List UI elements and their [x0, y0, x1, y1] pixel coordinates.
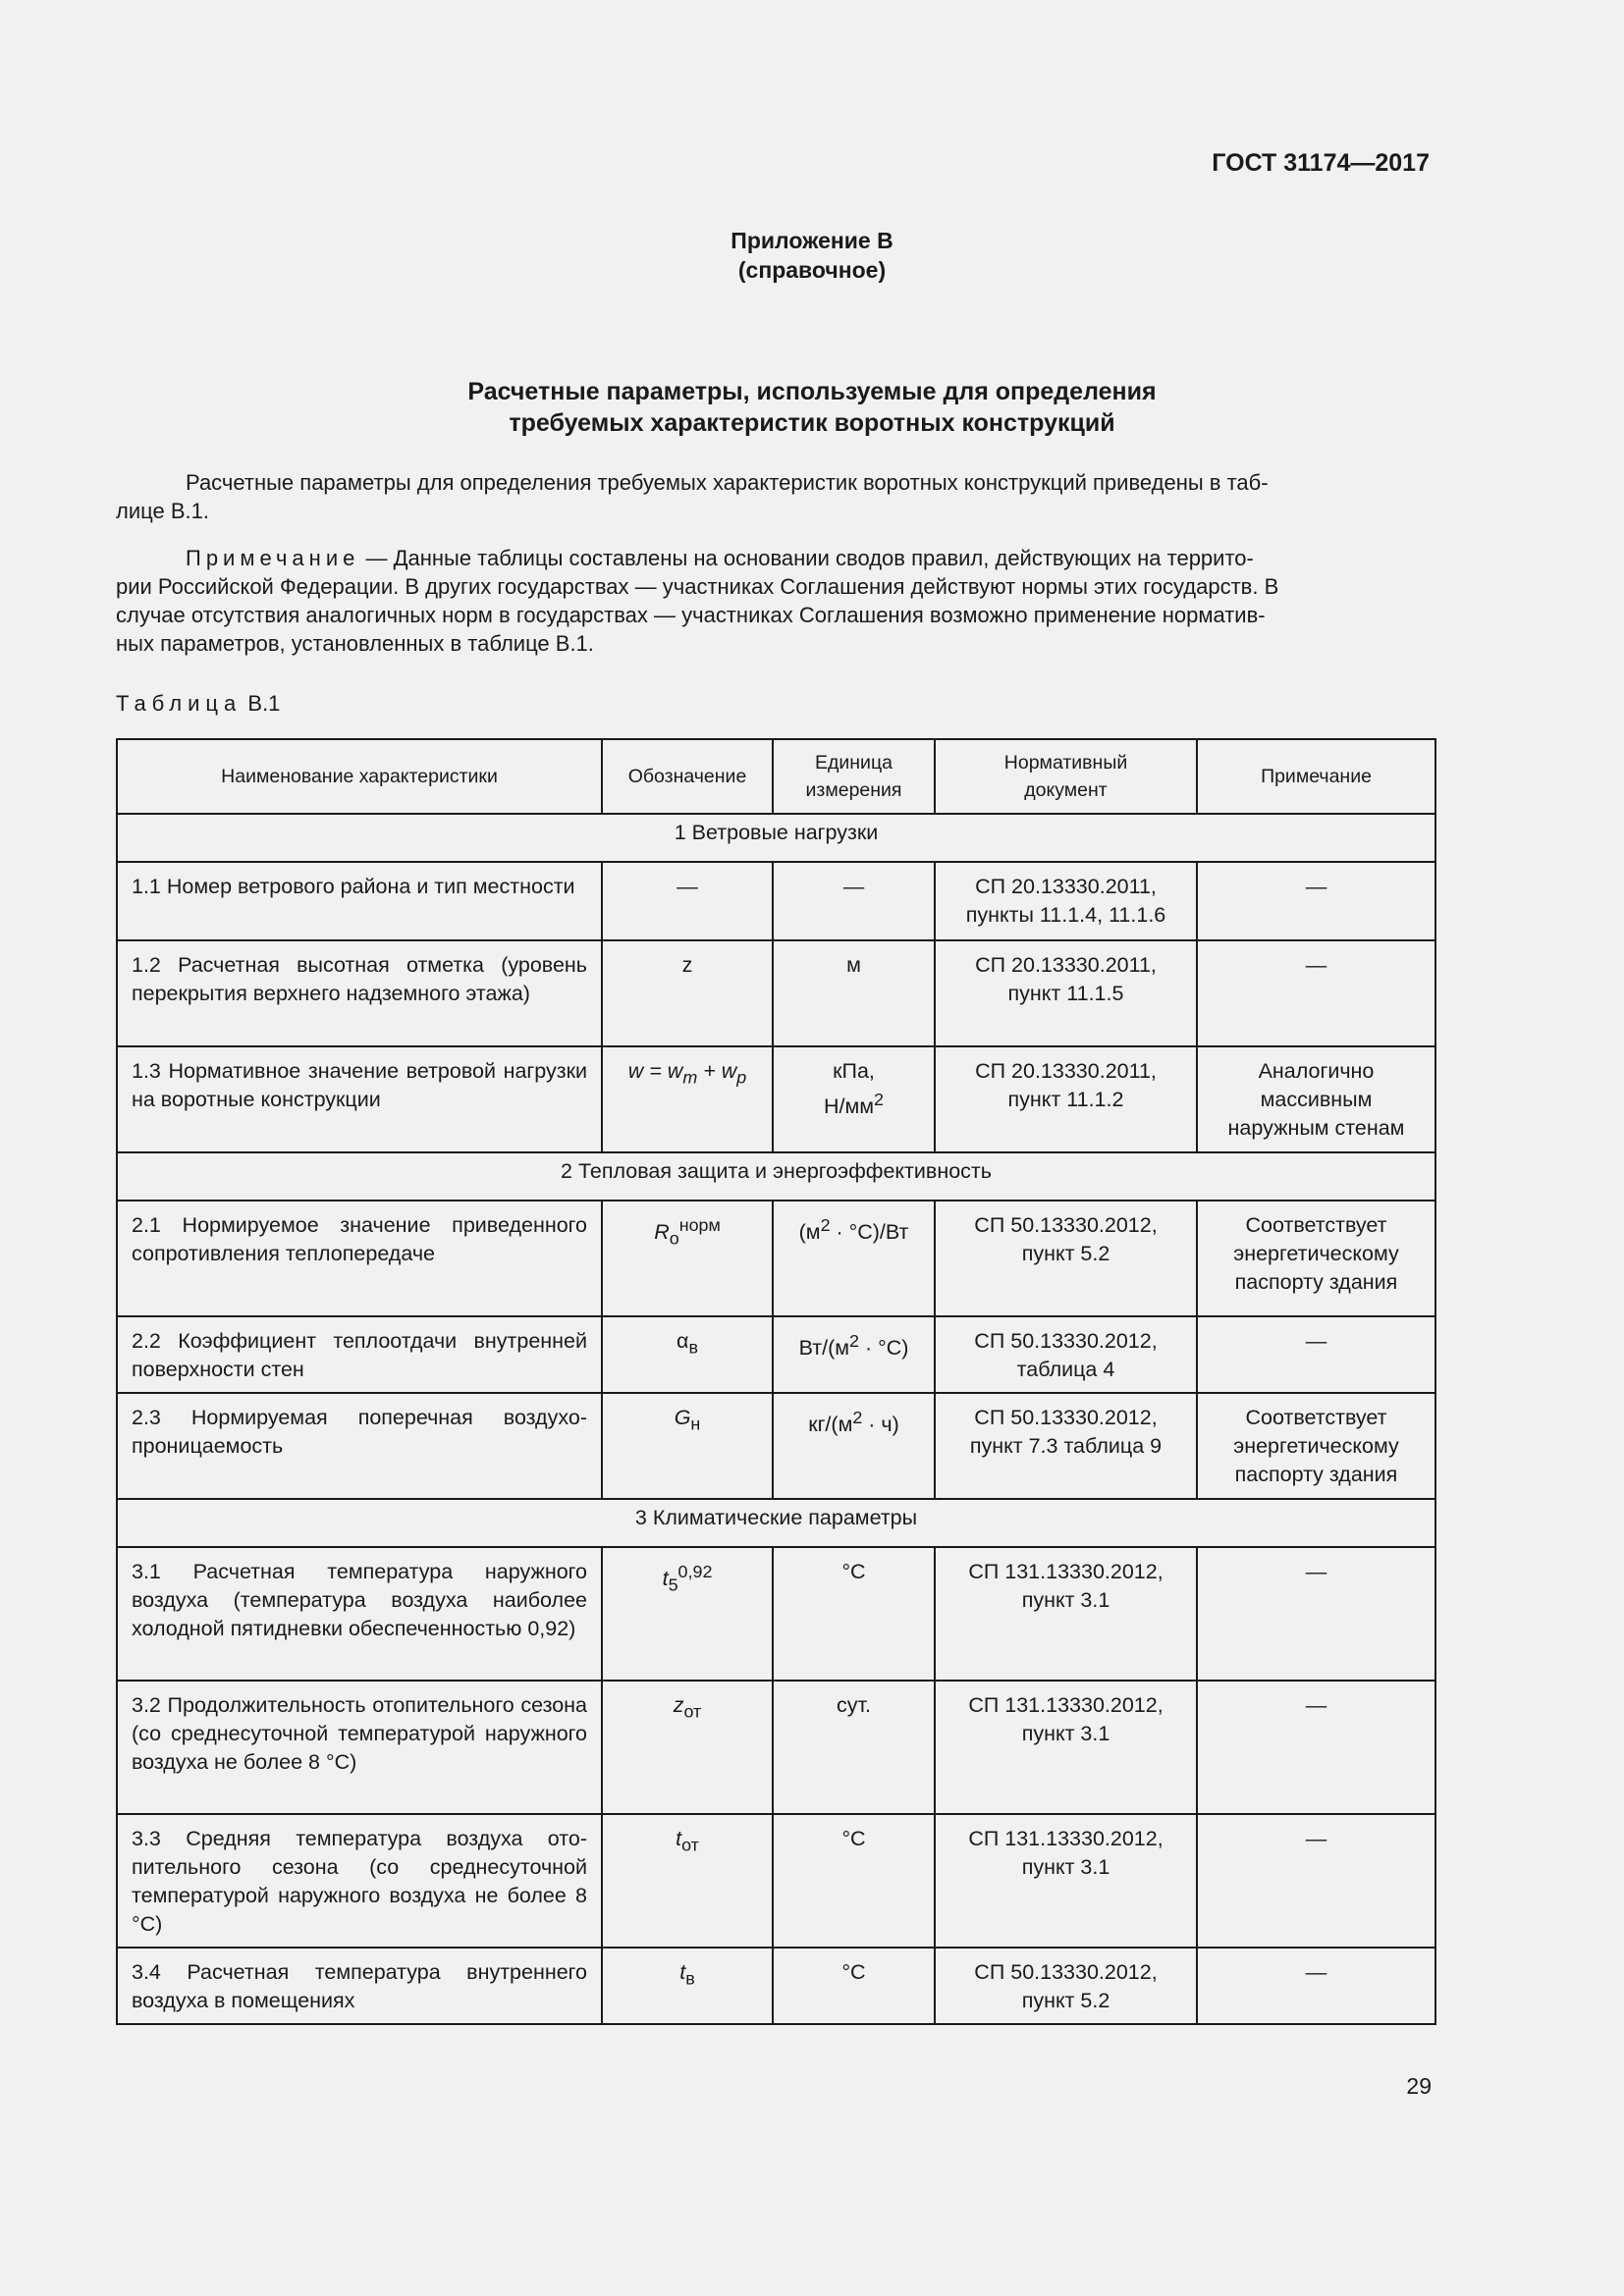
cell-symbol: [602, 1681, 773, 1814]
table-row: [117, 1681, 1435, 1814]
section-title-cell: 3 Климатические параметры: [117, 1499, 1435, 1547]
cell-unit: °С: [773, 1814, 935, 1948]
symbol-subscript: o: [669, 1228, 679, 1249]
cell-symbol: z: [602, 940, 773, 1046]
unit-part: · °С)/Вт: [830, 1220, 909, 1245]
cell-symbol: [602, 1948, 773, 2024]
doc-line: пункт 3.1: [1021, 1722, 1110, 1745]
symbol-part: w = w: [627, 1059, 683, 1083]
symbol-subscript: m: [682, 1067, 698, 1088]
cell-name: 3.4 Расчетная температура внутреннего воздуха в помещениях: [117, 1948, 602, 2024]
cell-name: 2.1 Нормируемое значение приведенного сопротивления теплопередаче: [117, 1201, 602, 1316]
table-row: [117, 1948, 1435, 2024]
appendix-subtitle: (справочное): [737, 257, 887, 283]
section-title-line: требуемых характеристик воротных конструкций: [509, 409, 1115, 437]
cell-note: —: [1197, 1948, 1435, 2024]
unit-part: кг/(м: [808, 1413, 853, 1437]
symbol-base: R: [654, 1220, 670, 1245]
table-number: В.1: [247, 691, 281, 716]
cell-note: —: [1197, 1547, 1435, 1681]
table-row: [117, 862, 1435, 940]
note-paragraph: [116, 544, 1434, 658]
cell-symbol: [602, 1547, 773, 1681]
cell-symbol: [602, 1201, 773, 1316]
cell-document: [935, 1393, 1197, 1499]
table-row: [117, 940, 1435, 1046]
cell-name: 3.1 Расчетная температура наружного воздуха (температура воздуха наиболее холодной пятидневки обеспеченностью 0,92): [117, 1547, 602, 1681]
cell-document: [935, 862, 1197, 940]
note-line: Соответствует: [1245, 1213, 1387, 1237]
unit-part: Вт/(м: [798, 1336, 850, 1361]
header-note: Примечание: [1197, 739, 1435, 814]
cell-unit: °С: [773, 1547, 935, 1681]
doc-line: СП 131.13330.2012,: [968, 1560, 1164, 1583]
doc-line: пункт 11.1.5: [1007, 982, 1124, 1005]
table-row: [117, 1393, 1435, 1499]
header-name: Наименование характеристики: [117, 739, 602, 814]
cell-note: —: [1197, 940, 1435, 1046]
symbol-subscript: p: [736, 1067, 747, 1088]
doc-line: пункт 11.1.2: [1007, 1088, 1124, 1111]
table-header-row: [117, 739, 1435, 814]
doc-line: таблица 4: [1016, 1358, 1115, 1381]
symbol-base: G: [674, 1406, 691, 1429]
unit-part: (м: [798, 1220, 821, 1245]
cell-symbol: [602, 1814, 773, 1948]
doc-line: пункты 11.1.4, 11.1.6: [965, 903, 1166, 927]
cell-symbol: [602, 1316, 773, 1393]
header-unit-line: измерения: [805, 779, 902, 801]
cell-document: [935, 1681, 1197, 1814]
parameters-table: [116, 738, 1436, 2025]
table-row: [117, 1046, 1435, 1152]
note-label: Примечание: [186, 546, 360, 570]
doc-line: СП 50.13330.2012,: [974, 1329, 1158, 1353]
symbol-base: z: [673, 1693, 684, 1717]
unit-superscript: 2: [849, 1331, 859, 1351]
note-line: наружным стенам: [1227, 1116, 1405, 1140]
symbol-subscript: в: [688, 1337, 698, 1358]
doc-line: СП 50.13330.2012,: [974, 1960, 1158, 1984]
cell-note: —: [1197, 1316, 1435, 1393]
header-document: [935, 739, 1197, 814]
section-title: [0, 376, 1624, 439]
symbol-subscript: от: [683, 1701, 702, 1722]
note-line: Аналогично: [1258, 1059, 1375, 1083]
paragraph-line: Расчетные параметры для определения требуемых характеристик воротных конструкций приведены в таб-: [186, 470, 1269, 495]
unit-line: Н/мм: [823, 1095, 875, 1119]
cell-unit: [773, 1393, 935, 1499]
paragraph-line: ных параметров, установленных в таблице В.1.: [116, 631, 594, 656]
table-row: [117, 1814, 1435, 1948]
cell-name: 3.2 Продолжительность отопительного сезона (со среднесуточной температурой наружного воздуха не более 8 °С): [117, 1681, 602, 1814]
cell-note: [1197, 1393, 1435, 1499]
cell-unit: °С: [773, 1948, 935, 2024]
doc-line: СП 20.13330.2011,: [975, 953, 1157, 977]
note-line: энергетическому: [1233, 1242, 1399, 1265]
symbol-base: t: [679, 1960, 686, 1984]
document-code: ГОСТ 31174—2017: [1212, 149, 1430, 177]
table-row: [117, 1201, 1435, 1316]
appendix-heading: [0, 226, 1624, 285]
symbol-subscript: в: [685, 1968, 695, 1989]
paragraph-line: рии Российской Федерации. В других государствах — участниках Соглашения действуют нормы этих государств. В: [116, 574, 1279, 599]
cell-name: 3.3 Средняя температура воздуха отопительного сезона (со среднесуточной температурой наружного воздуха не более 8 °С): [117, 1814, 602, 1948]
cell-name: 1.3 Нормативное значение ветровой нагрузки на воротные конструкции: [117, 1046, 602, 1152]
header-unit-line: Единица: [815, 752, 893, 774]
symbol-base: t: [662, 1567, 669, 1591]
unit-superscript: 2: [820, 1215, 831, 1235]
unit-line: кПа,: [833, 1059, 875, 1083]
section-title-cell: 1 Ветровые нагрузки: [117, 814, 1435, 862]
unit-part: · °С): [858, 1336, 909, 1361]
section-row: [117, 814, 1435, 862]
symbol-superscript: 0,92: [677, 1562, 713, 1581]
symbol-subscript: н: [690, 1414, 701, 1434]
cell-document: [935, 1046, 1197, 1152]
cell-document: [935, 1316, 1197, 1393]
table-row: [117, 1316, 1435, 1393]
section-title-line: Расчетные параметры, используемые для определения: [467, 378, 1157, 405]
symbol-base: t: [676, 1827, 682, 1850]
note-line: паспорту здания: [1234, 1270, 1398, 1294]
paragraph-line: лице В.1.: [116, 499, 209, 523]
doc-line: пункт 3.1: [1021, 1855, 1110, 1879]
note-text: — Данные таблицы составлены на основании сводов правил, действующих на террито-: [359, 546, 1254, 570]
cell-symbol: [602, 1393, 773, 1499]
header-document-line: документ: [1024, 779, 1108, 801]
doc-line: пункт 5.2: [1021, 1989, 1110, 2012]
cell-document: [935, 940, 1197, 1046]
section-row: [117, 1499, 1435, 1547]
table-label-word: Таблица: [116, 691, 243, 716]
note-line: паспорту здания: [1234, 1463, 1398, 1486]
symbol-subscript: от: [681, 1835, 699, 1855]
doc-line: СП 131.13330.2012,: [968, 1693, 1164, 1717]
table-label: [116, 691, 280, 717]
symbol-part: + w: [697, 1059, 737, 1083]
doc-line: пункт 5.2: [1021, 1242, 1110, 1265]
cell-unit: сут.: [773, 1681, 935, 1814]
cell-document: [935, 1201, 1197, 1316]
cell-symbol: —: [602, 862, 773, 940]
note-line: Соответствует: [1245, 1406, 1387, 1429]
cell-note: —: [1197, 862, 1435, 940]
table-row: [117, 1547, 1435, 1681]
cell-note: —: [1197, 1681, 1435, 1814]
cell-note: [1197, 1201, 1435, 1316]
cell-document: [935, 1814, 1197, 1948]
cell-name: 2.3 Нормируемая поперечная воздухопроницаемость: [117, 1393, 602, 1499]
intro-paragraph: [116, 468, 1434, 525]
doc-line: СП 50.13330.2012,: [974, 1213, 1158, 1237]
section-row: [117, 1152, 1435, 1201]
doc-line: СП 20.13330.2011,: [975, 1059, 1157, 1083]
doc-line: СП 50.13330.2012,: [974, 1406, 1158, 1429]
paragraph-line: случае отсутствия аналогичных норм в государствах — участниках Соглашения возможно применение норматив-: [116, 603, 1266, 627]
cell-unit: —: [773, 862, 935, 940]
header-document-line: Нормативный: [1003, 752, 1128, 774]
header-unit: [773, 739, 935, 814]
unit-part: · ч): [862, 1413, 899, 1437]
cell-unit: м: [773, 940, 935, 1046]
cell-name: 2.2 Коэффициент теплоотдачи внутренней поверхности стен: [117, 1316, 602, 1393]
cell-document: [935, 1547, 1197, 1681]
cell-document: [935, 1948, 1197, 2024]
cell-unit: [773, 1316, 935, 1393]
cell-note: [1197, 1046, 1435, 1152]
cell-name: 1.1 Номер ветрового района и тип местности: [117, 862, 602, 940]
symbol-subscript: 5: [668, 1575, 678, 1595]
page-number: 29: [1406, 2073, 1432, 2099]
unit-superscript: 2: [852, 1408, 863, 1427]
note-line: энергетическому: [1233, 1434, 1399, 1458]
unit-superscript: 2: [874, 1090, 885, 1109]
doc-line: пункт 7.3 таблица 9: [969, 1434, 1163, 1458]
paragraph-line: [116, 544, 1434, 572]
section-title-cell: 2 Тепловая защита и энергоэффективность: [117, 1152, 1435, 1201]
doc-line: СП 20.13330.2011,: [975, 875, 1157, 898]
appendix-title: Приложение В: [731, 228, 893, 253]
cell-symbol: [602, 1046, 773, 1152]
symbol-superscript: норм: [678, 1215, 721, 1235]
cell-unit: [773, 1046, 935, 1152]
cell-name: 1.2 Расчетная высотная отметка (уровень перекрытия верхнего надземного этажа): [117, 940, 602, 1046]
header-symbol: Обозначение: [602, 739, 773, 814]
cell-note: —: [1197, 1814, 1435, 1948]
note-line: массивным: [1260, 1088, 1373, 1111]
doc-line: пункт 3.1: [1021, 1588, 1110, 1612]
cell-unit: [773, 1201, 935, 1316]
doc-line: СП 131.13330.2012,: [968, 1827, 1164, 1850]
symbol-base: α: [677, 1329, 689, 1353]
